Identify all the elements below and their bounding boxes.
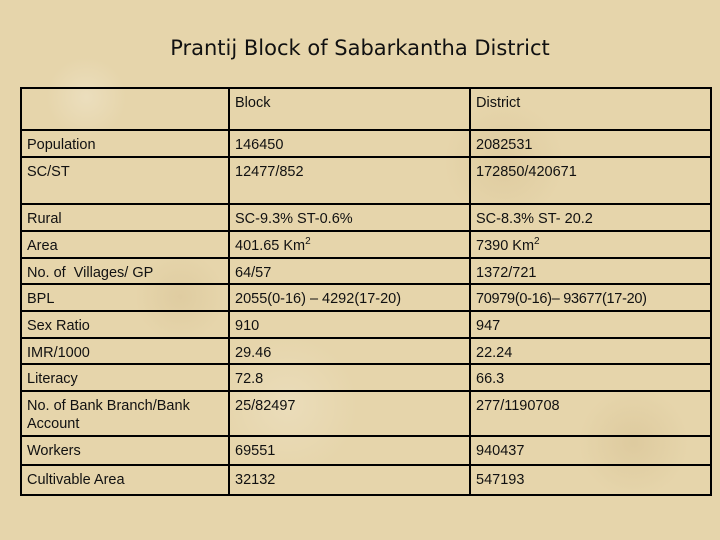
district-value: 70979(0-16)– 93677(17-20): [470, 284, 711, 311]
row-label: No. of Villages/ GP: [21, 258, 229, 284]
district-value: 66.3: [470, 364, 711, 391]
block-value: 32132: [229, 465, 470, 495]
block-value: 910: [229, 311, 470, 338]
block-value: [229, 231, 470, 258]
district-value: 172850/420671: [470, 157, 711, 204]
row-label: IMR/1000: [21, 338, 229, 364]
block-value: 2055(0-16) – 4292(17-20): [229, 284, 470, 311]
row-label: Workers: [21, 436, 229, 465]
table-row: [21, 284, 711, 311]
block-value: 25/82497: [229, 391, 470, 436]
block-value: 146450: [229, 130, 470, 157]
district-value: 940437: [470, 436, 711, 465]
table-row: [21, 364, 711, 391]
block-value: 69551: [229, 436, 470, 465]
row-label: Cultivable Area: [21, 465, 229, 495]
district-value: 2082531: [470, 130, 711, 157]
block-area-unit-exponent: 2: [305, 236, 311, 248]
header-cell-empty: [21, 88, 229, 130]
table-row: [21, 258, 711, 284]
district-value: SC-8.3% ST- 20.2: [470, 204, 711, 231]
table-row: [21, 204, 711, 231]
row-label: Sex Ratio: [21, 311, 229, 338]
row-label: Population: [21, 130, 229, 157]
block-value: 12477/852: [229, 157, 470, 204]
header-cell-block: Block: [229, 88, 470, 130]
district-area-unit-exponent: 2: [534, 236, 540, 248]
district-value: 947: [470, 311, 711, 338]
row-label: No. of Bank Branch/Bank Account: [21, 391, 229, 436]
row-label: Area: [21, 231, 229, 258]
table-row: [21, 391, 711, 436]
table-row: [21, 436, 711, 465]
table-header-row: [21, 88, 711, 130]
row-label: Rural: [21, 204, 229, 231]
district-value: 1372/721: [470, 258, 711, 284]
row-label: SC/ST: [21, 157, 229, 204]
header-cell-district: District: [470, 88, 711, 130]
table-row: [21, 231, 711, 258]
table-row: [21, 338, 711, 364]
table-row: [21, 157, 711, 204]
district-area-value: 7390 Km: [476, 238, 535, 254]
table-row: [21, 465, 711, 495]
block-value: 64/57: [229, 258, 470, 284]
block-value: SC-9.3% ST-0.6%: [229, 204, 470, 231]
block-value: 29.46: [229, 338, 470, 364]
table-row: [21, 311, 711, 338]
district-value: 22.24: [470, 338, 711, 364]
row-label: Literacy: [21, 364, 229, 391]
block-value: 72.8: [229, 364, 470, 391]
district-value: [470, 231, 711, 258]
data-table: [20, 87, 712, 496]
district-value: 547193: [470, 465, 711, 495]
row-label: BPL: [21, 284, 229, 311]
district-value: 277/1190708: [470, 391, 711, 436]
table-row: [21, 130, 711, 157]
block-area-value: 401.65 Km: [235, 238, 306, 254]
page-title: Prantij Block of Sabarkantha District: [170, 36, 550, 60]
